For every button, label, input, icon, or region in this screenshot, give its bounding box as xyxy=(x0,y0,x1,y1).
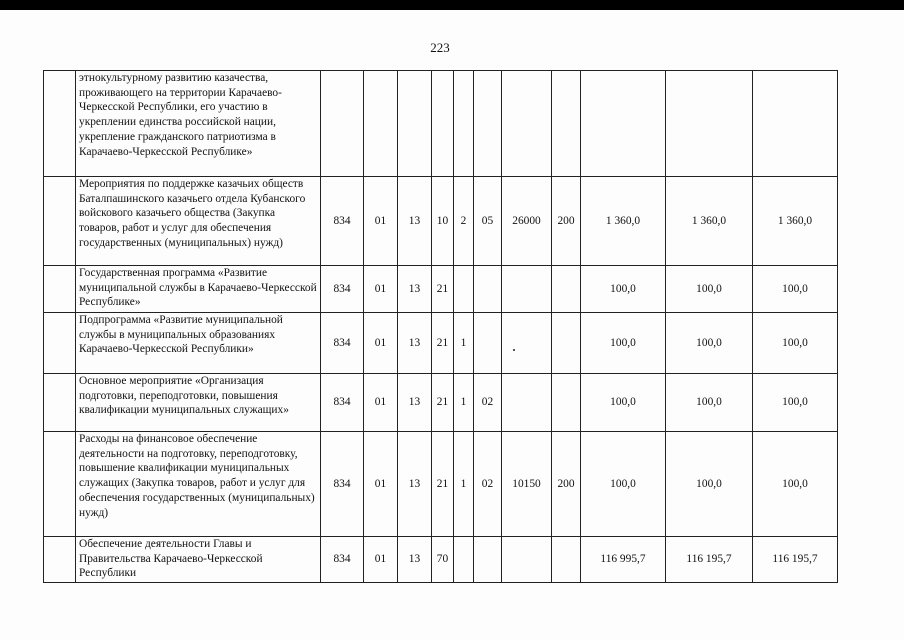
blank-cell xyxy=(44,177,76,266)
code-cell xyxy=(454,71,474,177)
code-cell xyxy=(502,313,552,374)
code-cell: 200 xyxy=(552,432,581,537)
amount-cell xyxy=(666,71,753,177)
amount-cell: 100,0 xyxy=(581,374,666,432)
code-cell xyxy=(502,537,552,583)
code-cell: 05 xyxy=(474,177,502,266)
code-cell xyxy=(552,537,581,583)
code-cell: 834 xyxy=(321,432,364,537)
code-cell xyxy=(454,266,474,313)
row-description: Обеспечение деятельности Главы и Правительства Карачаево-Черкесской Республики xyxy=(76,537,321,583)
amount-cell xyxy=(581,71,666,177)
row-description: Расходы на финансовое обеспечение деятельности на подготовку, переподготовку, повышение квалификации муниципальных служащих (Закупка товаров, работ и услуг для обеспечения государственных (муниципальных) нужд) xyxy=(76,432,321,537)
blank-cell xyxy=(44,432,76,537)
code-cell xyxy=(454,537,474,583)
code-cell: 13 xyxy=(398,537,432,583)
code-cell xyxy=(364,71,398,177)
code-cell xyxy=(474,71,502,177)
code-cell xyxy=(474,537,502,583)
code-cell xyxy=(321,71,364,177)
blank-cell xyxy=(44,313,76,374)
table-row xyxy=(44,432,838,537)
amount-cell: 116 195,7 xyxy=(666,537,753,583)
amount-cell xyxy=(753,71,838,177)
amount-cell: 100,0 xyxy=(753,313,838,374)
table-row xyxy=(44,313,838,374)
code-cell xyxy=(552,313,581,374)
blank-cell xyxy=(44,266,76,313)
amount-cell: 100,0 xyxy=(666,313,753,374)
amount-cell: 100,0 xyxy=(753,374,838,432)
row-description: Мероприятия по поддержке казачьих обществ Баталпашинского казачьего отдела Кубанского войскового казачьего общества (Закупка товаров, работ и услуг для обеспечения государственных (муниципальных) нужд) xyxy=(76,177,321,266)
scan-top-border xyxy=(0,0,904,10)
row-description: Подпрограмма «Развитие муниципальной службы в муниципальных образованиях Карачаево-Черкесской Республики» xyxy=(76,313,321,374)
code-cell xyxy=(502,374,552,432)
amount-cell: 100,0 xyxy=(666,266,753,313)
amount-cell: 100,0 xyxy=(753,432,838,537)
table-row xyxy=(44,71,838,177)
code-cell: 02 xyxy=(474,432,502,537)
amount-cell: 116 195,7 xyxy=(753,537,838,583)
code-cell: 02 xyxy=(474,374,502,432)
code-cell: 834 xyxy=(321,177,364,266)
blank-cell xyxy=(44,71,76,177)
code-cell xyxy=(552,374,581,432)
table-row xyxy=(44,266,838,313)
code-cell: 01 xyxy=(364,313,398,374)
code-cell: 01 xyxy=(364,177,398,266)
budget-table xyxy=(43,70,838,583)
code-cell: 13 xyxy=(398,266,432,313)
code-cell: 834 xyxy=(321,313,364,374)
amount-cell: 100,0 xyxy=(666,374,753,432)
code-cell: 21 xyxy=(432,374,454,432)
amount-cell: 100,0 xyxy=(666,432,753,537)
code-cell xyxy=(552,71,581,177)
amount-cell: 1 360,0 xyxy=(581,177,666,266)
code-cell: 13 xyxy=(398,313,432,374)
code-cell: 10150 xyxy=(502,432,552,537)
code-cell: 21 xyxy=(432,266,454,313)
amount-cell: 100,0 xyxy=(753,266,838,313)
blank-cell xyxy=(44,537,76,583)
code-cell: 834 xyxy=(321,374,364,432)
code-cell xyxy=(474,313,502,374)
amount-cell: 100,0 xyxy=(581,266,666,313)
row-description: Государственная программа «Развитие муниципальной службы в Карачаево-Черкесской Республике» xyxy=(76,266,321,313)
code-cell: 13 xyxy=(398,177,432,266)
scan-speck xyxy=(513,349,515,351)
code-cell: 2 xyxy=(454,177,474,266)
code-cell xyxy=(474,266,502,313)
code-cell: 1 xyxy=(454,313,474,374)
code-cell: 834 xyxy=(321,266,364,313)
code-cell: 70 xyxy=(432,537,454,583)
amount-cell: 116 995,7 xyxy=(581,537,666,583)
amount-cell: 1 360,0 xyxy=(753,177,838,266)
code-cell xyxy=(552,266,581,313)
code-cell xyxy=(502,266,552,313)
code-cell: 13 xyxy=(398,374,432,432)
code-cell xyxy=(432,71,454,177)
page-number: 223 xyxy=(430,40,450,55)
row-description: Основное мероприятие «Организация подготовки, переподготовки, повышения квалификации муниципальных служащих» xyxy=(76,374,321,432)
code-cell: 01 xyxy=(364,266,398,313)
code-cell: 13 xyxy=(398,432,432,537)
code-cell: 1 xyxy=(454,432,474,537)
code-cell: 01 xyxy=(364,374,398,432)
amount-cell: 1 360,0 xyxy=(666,177,753,266)
table-row xyxy=(44,177,838,266)
code-cell xyxy=(398,71,432,177)
table-row xyxy=(44,537,838,583)
blank-cell xyxy=(44,374,76,432)
code-cell: 26000 xyxy=(502,177,552,266)
code-cell: 10 xyxy=(432,177,454,266)
code-cell: 200 xyxy=(552,177,581,266)
code-cell: 21 xyxy=(432,432,454,537)
code-cell xyxy=(502,71,552,177)
amount-cell: 100,0 xyxy=(581,313,666,374)
code-cell: 1 xyxy=(454,374,474,432)
code-cell: 21 xyxy=(432,313,454,374)
code-cell: 01 xyxy=(364,537,398,583)
amount-cell: 100,0 xyxy=(581,432,666,537)
code-cell: 01 xyxy=(364,432,398,537)
code-cell: 834 xyxy=(321,537,364,583)
table-row xyxy=(44,374,838,432)
row-description: этнокультурному развитию казачества, проживающего на территории Карачаево-Черкесской Республики, его участию в укреплении единства российской нации, укрепление гражданского патриотизма в Карачаево-Черкесской Республике» xyxy=(76,71,321,177)
